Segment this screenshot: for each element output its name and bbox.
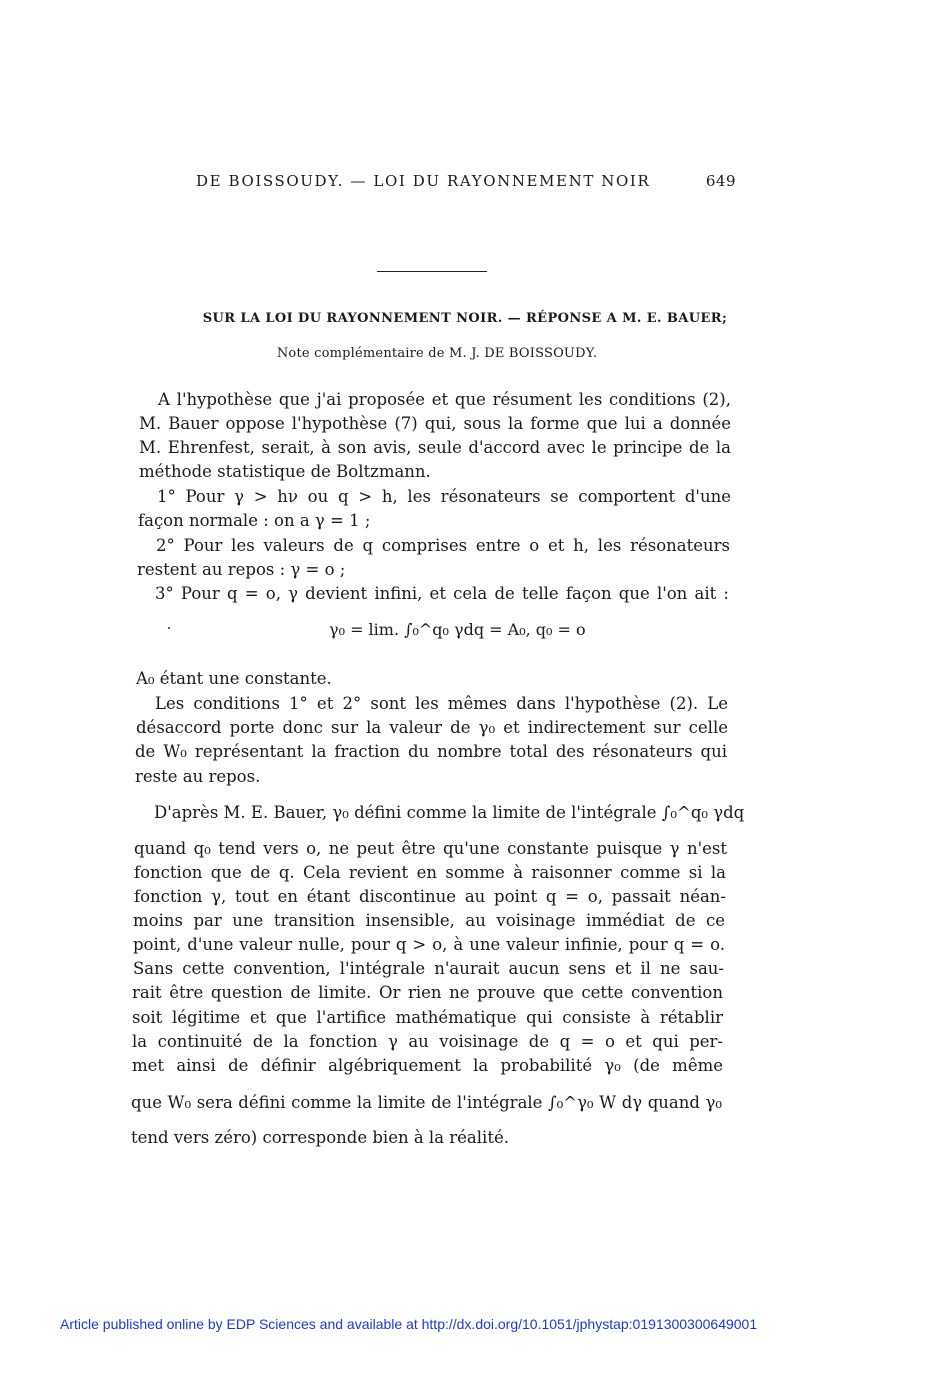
body-line: M. Bauer oppose l'hypothèse (7) qui, sous la forme que lui a donnée xyxy=(139,414,731,433)
page-number: 649 xyxy=(705,172,736,190)
body-line: moins par une transition insensible, au voisinage immédiat de ce xyxy=(133,911,725,930)
body-line: méthode statistique de Boltzmann. xyxy=(139,462,431,481)
body-line: façon normale : on a γ = 1 ; xyxy=(138,511,371,530)
body-line: rait être question de limite. Or rien ne prouve que cette convention xyxy=(132,983,723,1002)
doi-footer-link[interactable] xyxy=(60,1316,757,1332)
article-title: SUR LA LOI DU RAYONNEMENT NOIR. — RÉPONSE A M. E. BAUER; xyxy=(202,311,728,326)
body-line: point, d'une valeur nulle, pour q > o, à une valeur infinie, pour q = o. xyxy=(133,935,725,954)
body-line: quand q₀ tend vers o, ne peut être qu'une constante puisque γ n'est xyxy=(134,839,727,858)
body-line: restent au repos : γ = o ; xyxy=(137,560,346,579)
body-line: désaccord porte donc sur la valeur de γ₀ et indirectement sur celle xyxy=(136,718,728,737)
body-line: la continuité de la fonction γ au voisinage de q = o et qui per- xyxy=(132,1032,723,1051)
article-subtitle: Note complémentaire de M. J. DE BOISSOUDY. xyxy=(276,346,598,361)
footer-text[interactable]: Article published online by EDP Sciences and available at http://dx.doi.org/10.1051/jphystap:0191300300649001 xyxy=(60,1316,758,1332)
body-line: 2° Pour les valeurs de q comprises entre o et h, les résonateurs xyxy=(156,536,730,555)
title-rule xyxy=(377,271,487,272)
body-line: soit légitime et que l'artifice mathématique qui consiste à rétablir xyxy=(132,1008,723,1027)
body-line: met ainsi de définir algébriquement la probabilité γ₀ (de même xyxy=(132,1056,723,1075)
body-line: que W₀ sera défini comme la limite de l'intégrale ∫₀^γ₀ W dγ quand γ₀ xyxy=(131,1093,722,1112)
body-line: 3° Pour q = o, γ devient infini, et cela de telle façon que l'on ait : xyxy=(155,584,729,603)
body-line: A l'hypothèse que j'ai proposée et que résument les conditions (2), xyxy=(158,390,731,409)
body-line: de W₀ représentant la fraction du nombre total des résonateurs qui xyxy=(135,742,727,761)
body-line: reste au repos. xyxy=(135,767,261,786)
body-line: Sans cette convention, l'intégrale n'aurait aucun sens et il ne sau- xyxy=(133,959,724,978)
body-line: A₀ étant une constante. xyxy=(136,669,332,688)
body-line: D'après M. E. Bauer, γ₀ défini comme la limite de l'intégrale ∫₀^q₀ γdq xyxy=(154,803,745,822)
running-header xyxy=(196,172,736,190)
stray-mark xyxy=(168,627,170,629)
formula-limit: γ₀ = lim. ∫₀^q₀ γdq = A₀, q₀ = o xyxy=(329,620,586,639)
body-line: fonction que de q. Cela revient en somme à raisonner comme si la xyxy=(134,863,726,882)
body-line: tend vers zéro) corresponde bien à la réalité. xyxy=(131,1128,509,1147)
body-line: M. Ehrenfest, serait, à son avis, seule d'accord avec le principe de la xyxy=(139,438,731,457)
body-line: fonction γ, tout en étant discontinue au point q = o, passait néan- xyxy=(134,887,726,906)
body-line: Les conditions 1° et 2° sont les mêmes dans l'hypothèse (2). Le xyxy=(155,694,728,713)
running-title: DE BOISSOUDY. — LOI DU RAYONNEMENT NOIR xyxy=(196,172,651,190)
body-line: 1° Pour γ > hν ou q > h, les résonateurs se comportent d'une xyxy=(157,487,731,506)
